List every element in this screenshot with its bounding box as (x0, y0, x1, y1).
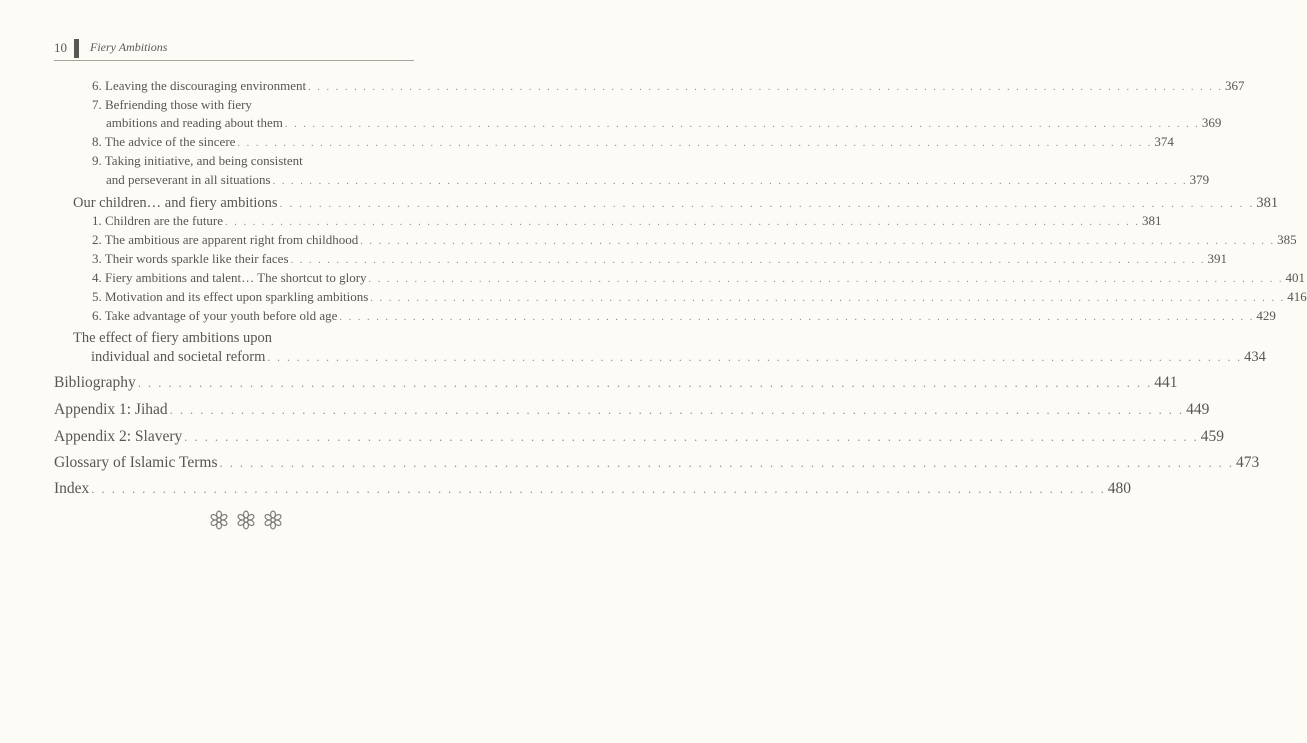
toc-entry-appendix-slavery[interactable] (54, 427, 1224, 447)
toc-entry-label: 3. Their words sparkle like their faces (92, 251, 289, 266)
toc-entry-label-line1: 9. Taking initiative, and being consistent (92, 153, 303, 168)
toc-entry-page: 473 (1235, 454, 1260, 471)
dot-leader: . . . . . . . . . . . . . . . . . . . . . . . . . . . . . . . . . . . . . . . . . . . . . . . . . . . . . . . . . . . . . . . . . . . . . . . . . . . . . . . . . . . . . . . . . . . . . . . . . . . . (267, 351, 1243, 364)
toc-entry-ambitions-talent[interactable] (92, 269, 1305, 289)
toc-entry-label: 6. Leaving the discouraging environment (92, 78, 307, 93)
dot-leader: . . . . . . . . . . . . . . . . . . . . . . . . . . . . . . . . . . . . . . . . . . . . . . . . . . . . . . . . . . . . . . . . . . . . . . . . . . . . . . . . . . . . . . . . . . . . . . . . . . . . (237, 138, 1153, 149)
dot-leader: . . . . . . . . . . . . . . . . . . . . . . . . . . . . . . . . . . . . . . . . . . . . . . . . . . . . . . . . . . . . . . . . . . . . . . . . . . . . . . . . . . . . . . . . . . . . . . . . . . . . (290, 255, 1206, 266)
toc-entry-youth[interactable] (92, 307, 1276, 327)
toc-entry-motivation[interactable] (92, 288, 1307, 308)
toc-entry-label: 5. Motivation and its effect upon sparkling ambitions (92, 289, 369, 304)
toc-entry-page: 449 (1186, 401, 1210, 418)
dot-leader: . . . . . . . . . . . . . . . . . . . . . . . . . . . . . . . . . . . . . . . . . . . . . . . . . . . . . . . . . . . . . . . . . . . . . . . . . . . . . . . . . . . . . . . . . . . . . . . . . . . . (137, 376, 1153, 390)
dot-leader: . . . . . . . . . . . . . . . . . . . . . . . . . . . . . . . . . . . . . . . . . . . . . . . . . . . . . . . . . . . . . . . . . . . . . . . . . . . . . . . . . . . . . . . . . . . . . . . . . . . . (368, 274, 1284, 285)
toc-entry-befriending[interactable] (106, 114, 1222, 134)
toc-entry-label-line1: 7. Befriending those with fiery (92, 97, 252, 112)
dot-leader: . . . . . . . . . . . . . . . . . . . . . . . . . . . . . . . . . . . . . . . . . . . . . . . . . . . . . . . . . . . . . . . . . . . . . . . . . . . . . . . . . . . . . . . . . . . . . . . . . . . . (219, 456, 1234, 470)
toc-entry-page: 367 (1225, 78, 1245, 93)
toc-entry-words-sparkle[interactable] (92, 250, 1227, 270)
toc-entry-page: 429 (1256, 308, 1276, 323)
dot-leader: . . . . . . . . . . . . . . . . . . . . . . . . . . . . . . . . . . . . . . . . . . . . . . . . . . . . . . . . . . . . . . . . . . . . . . . . . . . . . . . . . . . . . . . . . . . . . . . . . . . . (225, 217, 1140, 228)
dot-leader: . . . . . . . . . . . . . . . . . . . . . . . . . . . . . . . . . . . . . . . . . . . . . . . . . . . . . . . . . . . . . . . . . . . . . . . . . . . . . . . . . . . . . . . . . . . . . . . . . . . . (169, 403, 1185, 417)
toc-entry-label: 6. Take advantage of your youth before old age (92, 308, 338, 323)
toc-entry-advice[interactable] (92, 133, 1174, 153)
toc-entry-bibliography[interactable] (54, 373, 1178, 393)
toc-entry-label: Appendix 2: Slavery (54, 428, 183, 445)
dot-leader: . . . . . . . . . . . . . . . . . . . . . . . . . . . . . . . . . . . . . . . . . . . . . . . . . . . . . . . . . . . . . . . . . . . . . . . . . . . . . . . . . . . . . . . . . . . . . . . . . . . . (360, 236, 1276, 247)
toc-entry-page: 369 (1201, 115, 1222, 130)
toc-entry-leaving-environment[interactable] (92, 77, 1245, 97)
toc-entry-page: 391 (1207, 251, 1227, 266)
toc-entry-page: 385 (1277, 232, 1297, 247)
toc-entry-effect[interactable] (91, 348, 1266, 367)
floral-ornament (0, 510, 457, 534)
toc-entry-appendix-jihad[interactable] (54, 400, 1210, 420)
dot-leader: . . . . . . . . . . . . . . . . . . . . . . . . . . . . . . . . . . . . . . . . . . . . . . . . . . . . . . . . . . . . . . . . . . . . . . . . . . . . . . . . . . . . . . . . . . . . . . . . . . . . (184, 430, 1199, 444)
toc-entry-page: 381 (1256, 195, 1279, 211)
toc-entry-label-line1: The effect of fiery ambitions upon (73, 330, 273, 346)
floral-ornament-icon (236, 510, 256, 530)
floral-ornament-icon (263, 510, 283, 530)
floral-ornament-icon (209, 510, 229, 530)
dot-leader: . . . . . . . . . . . . . . . . . . . . . . . . . . . . . . . . . . . . . . . . . . . . . . . . . . . . . . . . . . . . . . . . . . . . . . . . . . . . . . . . . . . . . . . . . . . . . . . . . . . . (279, 197, 1255, 210)
toc-entry-label: 4. Fiery ambitions and talent… The shortcut to glory (92, 270, 367, 285)
dot-leader: . . . . . . . . . . . . . . . . . . . . . . . . . . . . . . . . . . . . . . . . . . . . . . . . . . . . . . . . . . . . . . . . . . . . . . . . . . . . . . . . . . . . . . . . . . . . . . . . . . . . (370, 293, 1286, 304)
toc-entry-label: individual and societal reform (91, 349, 266, 365)
dot-leader: . . . . . . . . . . . . . . . . . . . . . . . . . . . . . . . . . . . . . . . . . . . . . . . . . . . . . . . . . . . . . . . . . . . . . . . . . . . . . . . . . . . . . . . . . . . . . . . . . . . . (308, 82, 1224, 93)
toc-entry-ambitious-apparent[interactable] (92, 231, 1297, 251)
toc-entry-label: ambitions and reading about them (106, 115, 283, 130)
toc-entry-children-future[interactable] (92, 212, 1162, 232)
toc-entry-label: Glossary of Islamic Terms (54, 454, 218, 471)
toc-entry-label: Appendix 1: Jihad (54, 401, 168, 418)
toc-entry-label: 8. The advice of the sincere (92, 134, 236, 149)
dot-leader: . . . . . . . . . . . . . . . . . . . . . . . . . . . . . . . . . . . . . . . . . . . . . . . . . . . . . . . . . . . . . . . . . . . . . . . . . . . . . . . . . . . . . . . . . . . . . . . . . . . . (91, 482, 1106, 496)
toc-entry-page: 480 (1107, 480, 1131, 497)
toc-entry-our-children[interactable] (73, 194, 1279, 213)
dot-leader: . . . . . . . . . . . . . . . . . . . . . . . . . . . . . . . . . . . . . . . . . . . . . . . . . . . . . . . . . . . . . . . . . . . . . . . . . . . . . . . . . . . . . . . . . . . . . . . . . . . . (284, 119, 1200, 130)
dot-leader: . . . . . . . . . . . . . . . . . . . . . . . . . . . . . . . . . . . . . . . . . . . . . . . . . . . . . . . . . . . . . . . . . . . . . . . . . . . . . . . . . . . . . . . . . . . . . . . . . . . . (272, 176, 1188, 187)
toc-entry-index[interactable] (54, 479, 1131, 499)
page-number: 10 (54, 40, 67, 55)
toc-entry-initiative[interactable] (106, 171, 1210, 191)
toc-entry-label: Index (54, 480, 90, 497)
toc-entry-label: 1. Children are the future (92, 213, 224, 228)
toc-entry-page: 381 (1141, 213, 1162, 228)
toc-entry-glossary[interactable] (54, 453, 1260, 473)
toc-entry-page: 379 (1189, 172, 1210, 187)
toc-entry-page: 459 (1200, 428, 1224, 445)
dot-leader: . . . . . . . . . . . . . . . . . . . . . . . . . . . . . . . . . . . . . . . . . . . . . . . . . . . . . . . . . . . . . . . . . . . . . . . . . . . . . . . . . . . . . . . . . . . . . . . . . . . . (339, 312, 1255, 323)
toc-entry-page: 401 (1285, 270, 1305, 285)
toc-entry-page: 416 (1287, 289, 1307, 304)
toc-entry-label: Our children… and fiery ambitions (73, 195, 278, 211)
running-title: Fiery Ambitions (90, 40, 168, 54)
toc-entry-label: 2. The ambitious are apparent right from childhood (92, 232, 359, 247)
toc-entry-page: 434 (1244, 349, 1266, 365)
toc-entry-page: 441 (1154, 374, 1178, 391)
toc-entry-label: Bibliography (54, 374, 136, 391)
toc-entry-page: 374 (1154, 134, 1174, 149)
toc-entry-label: and perseverant in all situations (106, 172, 271, 187)
